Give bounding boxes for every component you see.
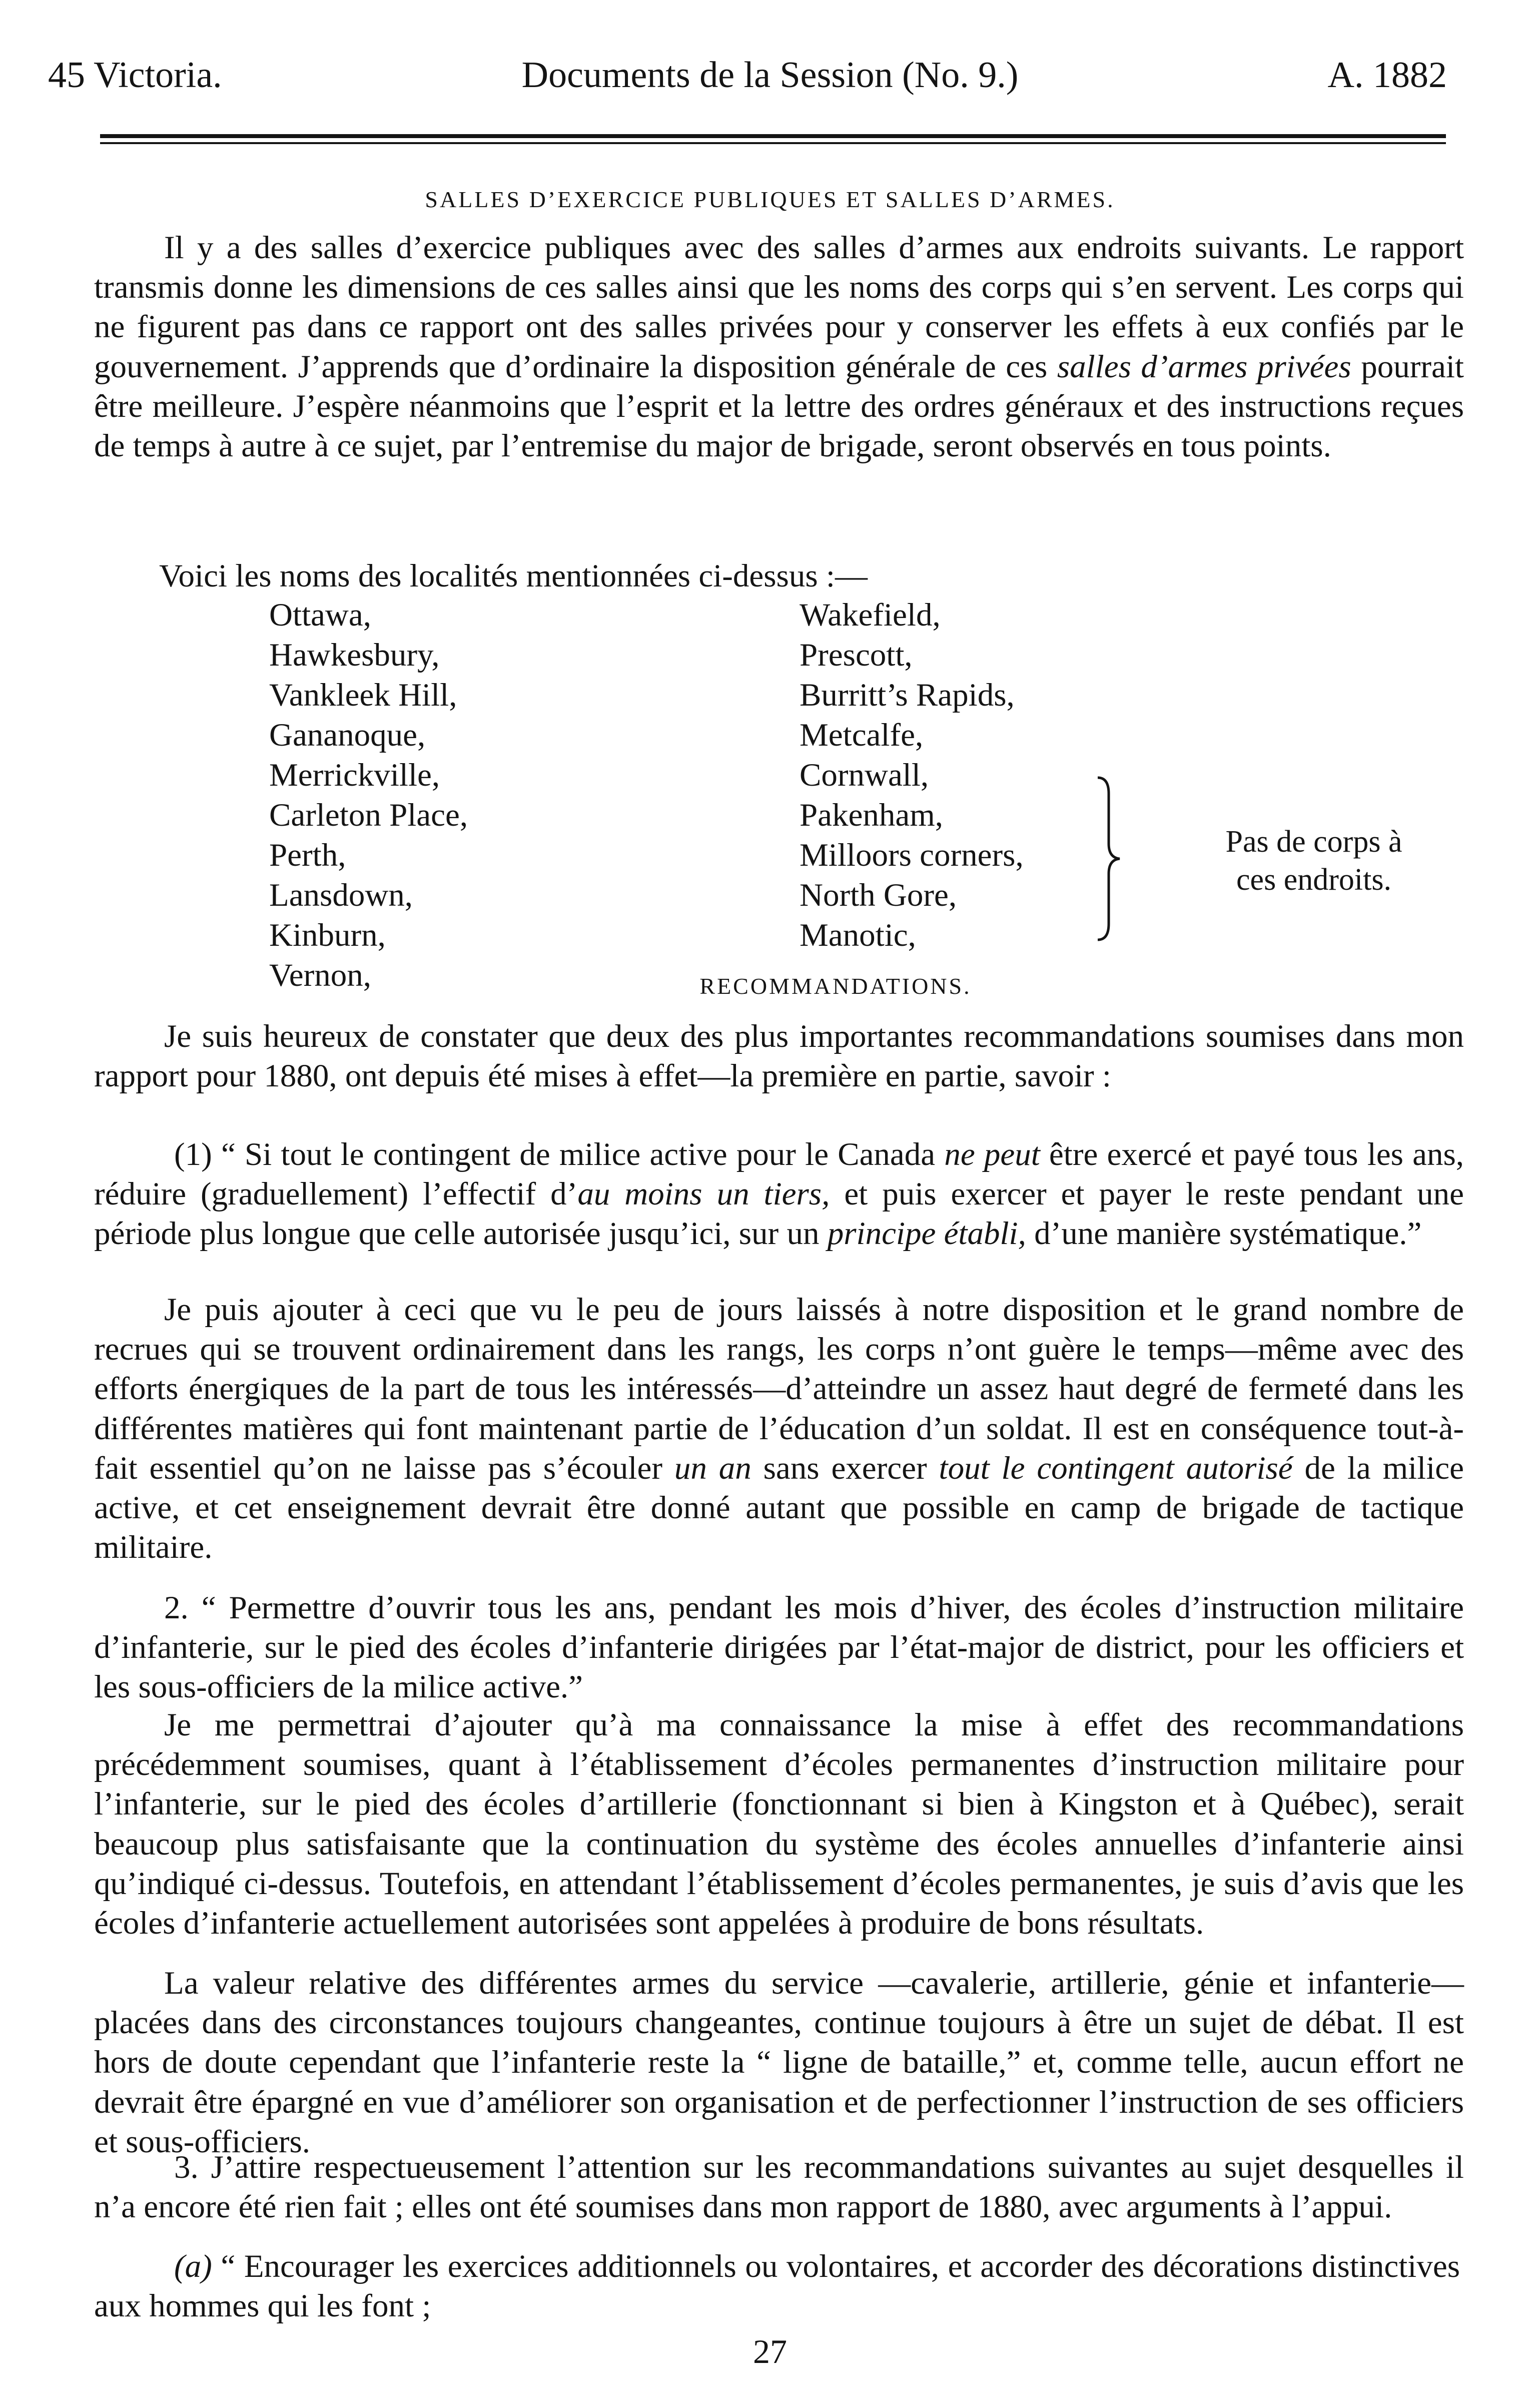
locality-item: Perth,	[269, 837, 346, 873]
locality-item: North Gore,	[800, 877, 957, 913]
text-run: pourrait être meilleure. J’espère néanmoins que l’esprit et la lettre des ordres généraux et des instructions reçues de temps à autre à ce sujet, par l’entremise du major de brigade, seront observés en tous points.	[94, 348, 1464, 464]
text-run-italic: ne peut	[944, 1136, 1040, 1172]
text-run-italic: au moins un tiers,	[577, 1176, 830, 1213]
locality-item: Wakefield,	[800, 597, 941, 633]
locality-item: Hawkesbury,	[269, 637, 440, 673]
page-number: 27	[753, 2332, 787, 2370]
paragraph-commentary-1	[94, 1290, 1464, 1567]
localities-note	[1169, 823, 1459, 899]
text-run: “ Encourager les exercices additionnels ou volontaires, et accorder des décorations distinctives aux hommes qui les font ;	[94, 2248, 1460, 2324]
locality-item: Ottawa,	[269, 597, 371, 633]
header-session: 45 Victoria.	[48, 55, 222, 96]
text-run: d’une manière systématique.”	[1026, 1216, 1422, 1252]
locality-item: Carleton Place,	[269, 797, 468, 833]
locality-item: Kinburn,	[269, 917, 386, 953]
text-run: sans exercer	[751, 1450, 939, 1486]
locality-item: Metcalfe,	[800, 717, 924, 753]
text-run-italic: tout le contingent autorisé	[939, 1450, 1293, 1486]
text-run-italic: principe établi,	[827, 1216, 1026, 1252]
locality-item: Vankleek Hill,	[269, 677, 457, 713]
text-run-italic: salles d’armes privées	[1057, 348, 1351, 385]
header-rule-thin	[100, 142, 1446, 144]
text-run: et puis exercer et payer le reste pendant une période plus longue que celle autorisée jusqu’ici, sur un	[94, 1176, 1464, 1252]
paragraph-intro: Je suis heureux de constater que deux des plus importantes recommandations soumises dans mon rapport pour 1880, ont depuis été mises à effet—la première en partie, savoir :	[94, 1018, 1464, 1094]
paragraph-commentary-2: Je me permettrai d’ajouter qu’à ma connaissance la mise à effet des recommandations précédemment soumises, quant à l’établissement d’écoles permanentes d’instruction militaire pour l’infanterie, sur le pied des écoles d’artillerie (fonctionnant si bien à Kingston et à Québec), serait beaucoup plus satisfaisante que la continuation du système des écoles annuelles d’infanterie ainsi qu’indiqué ci-dessus. Toutefois, en attendant l’établissement d’écoles permanentes, je suis d’avis que les écoles d’infanterie actuellement autorisées sont appelées à produire de bons résultats.	[94, 1707, 1464, 1942]
paragraph-salles	[94, 228, 1464, 466]
locality-item: Vernon,	[269, 957, 371, 993]
text-run: Il y a des salles d’exercice publiques avec des salles d’armes aux endroits suivants. Le rapport transmis donne les dimensions de ces salles ainsi que les noms des corps qui s’en servent. Les corps qui ne figurent pas dans ce rapport ont des salles privées pour y conserver les effets à eux confiés par le gouvernement. J’apprends que d’ordinaire la disposition générale de ces	[94, 230, 1464, 385]
text-run-italic: (a)	[174, 2248, 212, 2284]
header-title: Documents de la Session (No. 9.)	[521, 55, 1019, 96]
locality-item: Gananoque,	[269, 717, 426, 753]
note-line: Pas de corps à	[1225, 825, 1402, 859]
paragraph-recommendation-a	[94, 2247, 1460, 2326]
paragraph-armes: La valeur relative des différentes armes du service —cavalerie, artillerie, génie et infanterie—placées dans des circonstances toujours changeantes, continue toujours à être un sujet de débat. Il est hors de doute cependant que l’infanterie reste la “ ligne de bataille,” et, comme telle, aucun effort ne devrait être épargné en vue d’améliorer son organisation et de perfectionner l’instruction de ses officiers et sous-officiers.	[94, 1965, 1464, 2160]
locality-item: Cornwall,	[800, 757, 929, 793]
text-run: (1) “ Si tout le contingent de milice active pour le Canada	[174, 1136, 945, 1172]
header-rule-thick	[100, 134, 1446, 138]
locality-item: Manotic,	[800, 917, 916, 953]
section-heading-salles: SALLES D’EXERCICE PUBLIQUES ET SALLES D’ARMES.	[425, 187, 1115, 212]
paragraph-recommendation-1	[94, 1135, 1464, 1254]
text-run: être exercé et payé tous les ans, réduire (graduellement) l’effectif d’	[94, 1136, 1464, 1213]
locality-item: Prescott,	[800, 637, 913, 673]
paragraph-recommendation-3: 3. J’attire respectueusement l’attention sur les recommandations suivantes au sujet desquelles il n’a encore été rien fait ; elles ont été soumises dans mon rapport de 1880, avec arguments à l’appui.	[94, 2149, 1464, 2225]
locality-item: Burritt’s Rapids,	[800, 677, 1015, 713]
locality-item: Pakenham,	[800, 797, 944, 833]
localities-lead: Voici les noms des localités mentionnées ci-dessus :—	[159, 558, 868, 594]
text-run: Je puis ajouter à ceci que vu le peu de jours laissés à notre disposition et le grand nombre de recrues qui se trouvent ordinairement dans les rangs, les corps n’ont guère le temps—même avec des efforts énergiques de la part de tous les intéressés—d’atteindre un assez haut degré de fermeté dans les différentes matières qui font maintenant partie de l’éducation d’un soldat. Il est en conséquence tout-à-fait essentiel qu’on ne laisse pas s’écouler	[94, 1292, 1464, 1486]
page-header	[0, 54, 1540, 109]
paragraph-recommendation-2: 2. “ Permettre d’ouvrir tous les ans, pendant les mois d’hiver, des écoles d’instruction militaire d’infanterie, sur le pied des écoles d’infanterie dirigées par l’état-major de district, pour les officiers et les sous-officiers de la milice active.”	[94, 1590, 1464, 1705]
note-line: ces endroits.	[1236, 863, 1391, 897]
text-run-italic: un an	[674, 1450, 751, 1486]
right-brace-icon	[1089, 774, 1129, 944]
locality-item: Milloors corners,	[800, 837, 1024, 873]
locality-item: Lansdown,	[269, 877, 413, 913]
header-year: A. 1882	[1327, 55, 1447, 96]
section-heading-recommandations: RECOMMANDATIONS.	[699, 973, 972, 999]
text-run: de la milice active, et cet enseignement devrait être donné autant que possible en camp de brigade de tactique militaire.	[94, 1450, 1464, 1566]
locality-item: Merrickville,	[269, 757, 440, 793]
